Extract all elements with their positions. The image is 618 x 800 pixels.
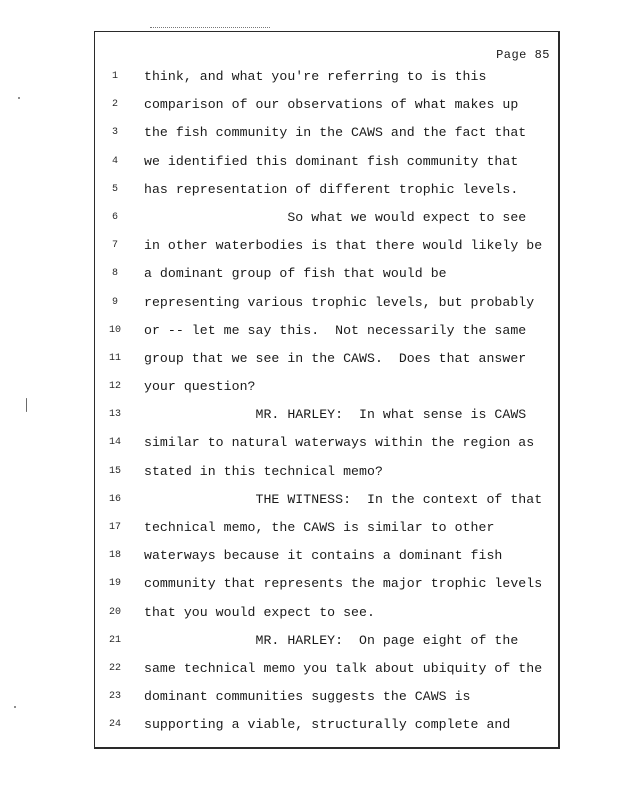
line-number: 5 [111, 183, 118, 195]
transcript-line: a dominant group of fish that would be [144, 266, 447, 282]
line-number: 22 [108, 662, 121, 674]
line-number: 19 [108, 578, 121, 590]
transcript-line: technical memo, the CAWS is similar to other [144, 520, 495, 535]
line-number: 9 [111, 296, 118, 308]
line-number: 17 [108, 522, 121, 533]
transcript-line: So what we would expect to see [144, 209, 527, 225]
transcript-line: or -- let me say this. Not necessarily the same [144, 322, 527, 338]
transcript-line: stated in this technical memo? [144, 463, 383, 479]
line-number: 14 [108, 437, 121, 449]
transcript-line: waterways because it contains a dominant fish [144, 548, 503, 564]
scan-speck [14, 706, 16, 708]
line-number: 24 [108, 719, 121, 731]
transcript-line: supporting a viable, structurally complete and [144, 717, 511, 733]
transcript-line: has representation of different trophic levels. [144, 181, 519, 197]
transcript-line: comparison of our observations of what makes up [144, 97, 519, 113]
transcript-line: we identified this dominant fish community that [144, 153, 519, 169]
line-number: 2 [111, 99, 118, 111]
transcript-page [94, 31, 560, 749]
line-number-column [95, 67, 135, 744]
transcript-line: think, and what you're referring to is this [144, 69, 487, 84]
line-number: 15 [108, 465, 121, 477]
line-number: 10 [108, 324, 121, 336]
line-number: 3 [111, 127, 118, 139]
transcript-line: THE WITNESS: In the context of that [144, 491, 543, 507]
transcript-line: MR. HARLEY: In what sense is CAWS [144, 407, 527, 423]
page-number: Page 85 [496, 48, 550, 62]
line-number: 20 [108, 606, 121, 618]
line-number: 8 [111, 268, 118, 280]
line-number: 4 [111, 155, 118, 167]
transcript-line: in other waterbodies is that there would likely be [144, 238, 543, 254]
transcript-line: similar to natural waterways within the region as [144, 435, 535, 451]
line-number: 13 [108, 409, 121, 421]
transcript-line: community that represents the major trophic levels [144, 576, 543, 592]
transcript-line: your question? [144, 379, 256, 395]
scan-speck [26, 398, 27, 412]
scan-speck [18, 97, 20, 99]
transcript-line: that you would expect to see. [144, 604, 375, 620]
transcript-line: same technical memo you talk about ubiquity of the [144, 660, 543, 676]
line-number: 12 [108, 381, 121, 393]
scan-artifact [150, 27, 270, 30]
line-number: 11 [108, 352, 121, 364]
line-number: 18 [108, 550, 121, 562]
line-number: 6 [111, 211, 118, 223]
line-number: 1 [111, 71, 118, 82]
transcript-line: representing various trophic levels, but probably [144, 294, 535, 310]
transcript-line: group that we see in the CAWS. Does that answer [144, 350, 527, 366]
line-number: 16 [108, 493, 121, 505]
transcript-text [144, 67, 556, 744]
transcript-line: dominant communities suggests the CAWS is [144, 689, 471, 705]
line-number: 7 [111, 240, 118, 252]
transcript-line: the fish community in the CAWS and the fact that [144, 125, 527, 141]
line-number: 21 [108, 634, 121, 646]
line-number: 23 [108, 691, 121, 703]
transcript-line: MR. HARLEY: On page eight of the [144, 632, 519, 648]
